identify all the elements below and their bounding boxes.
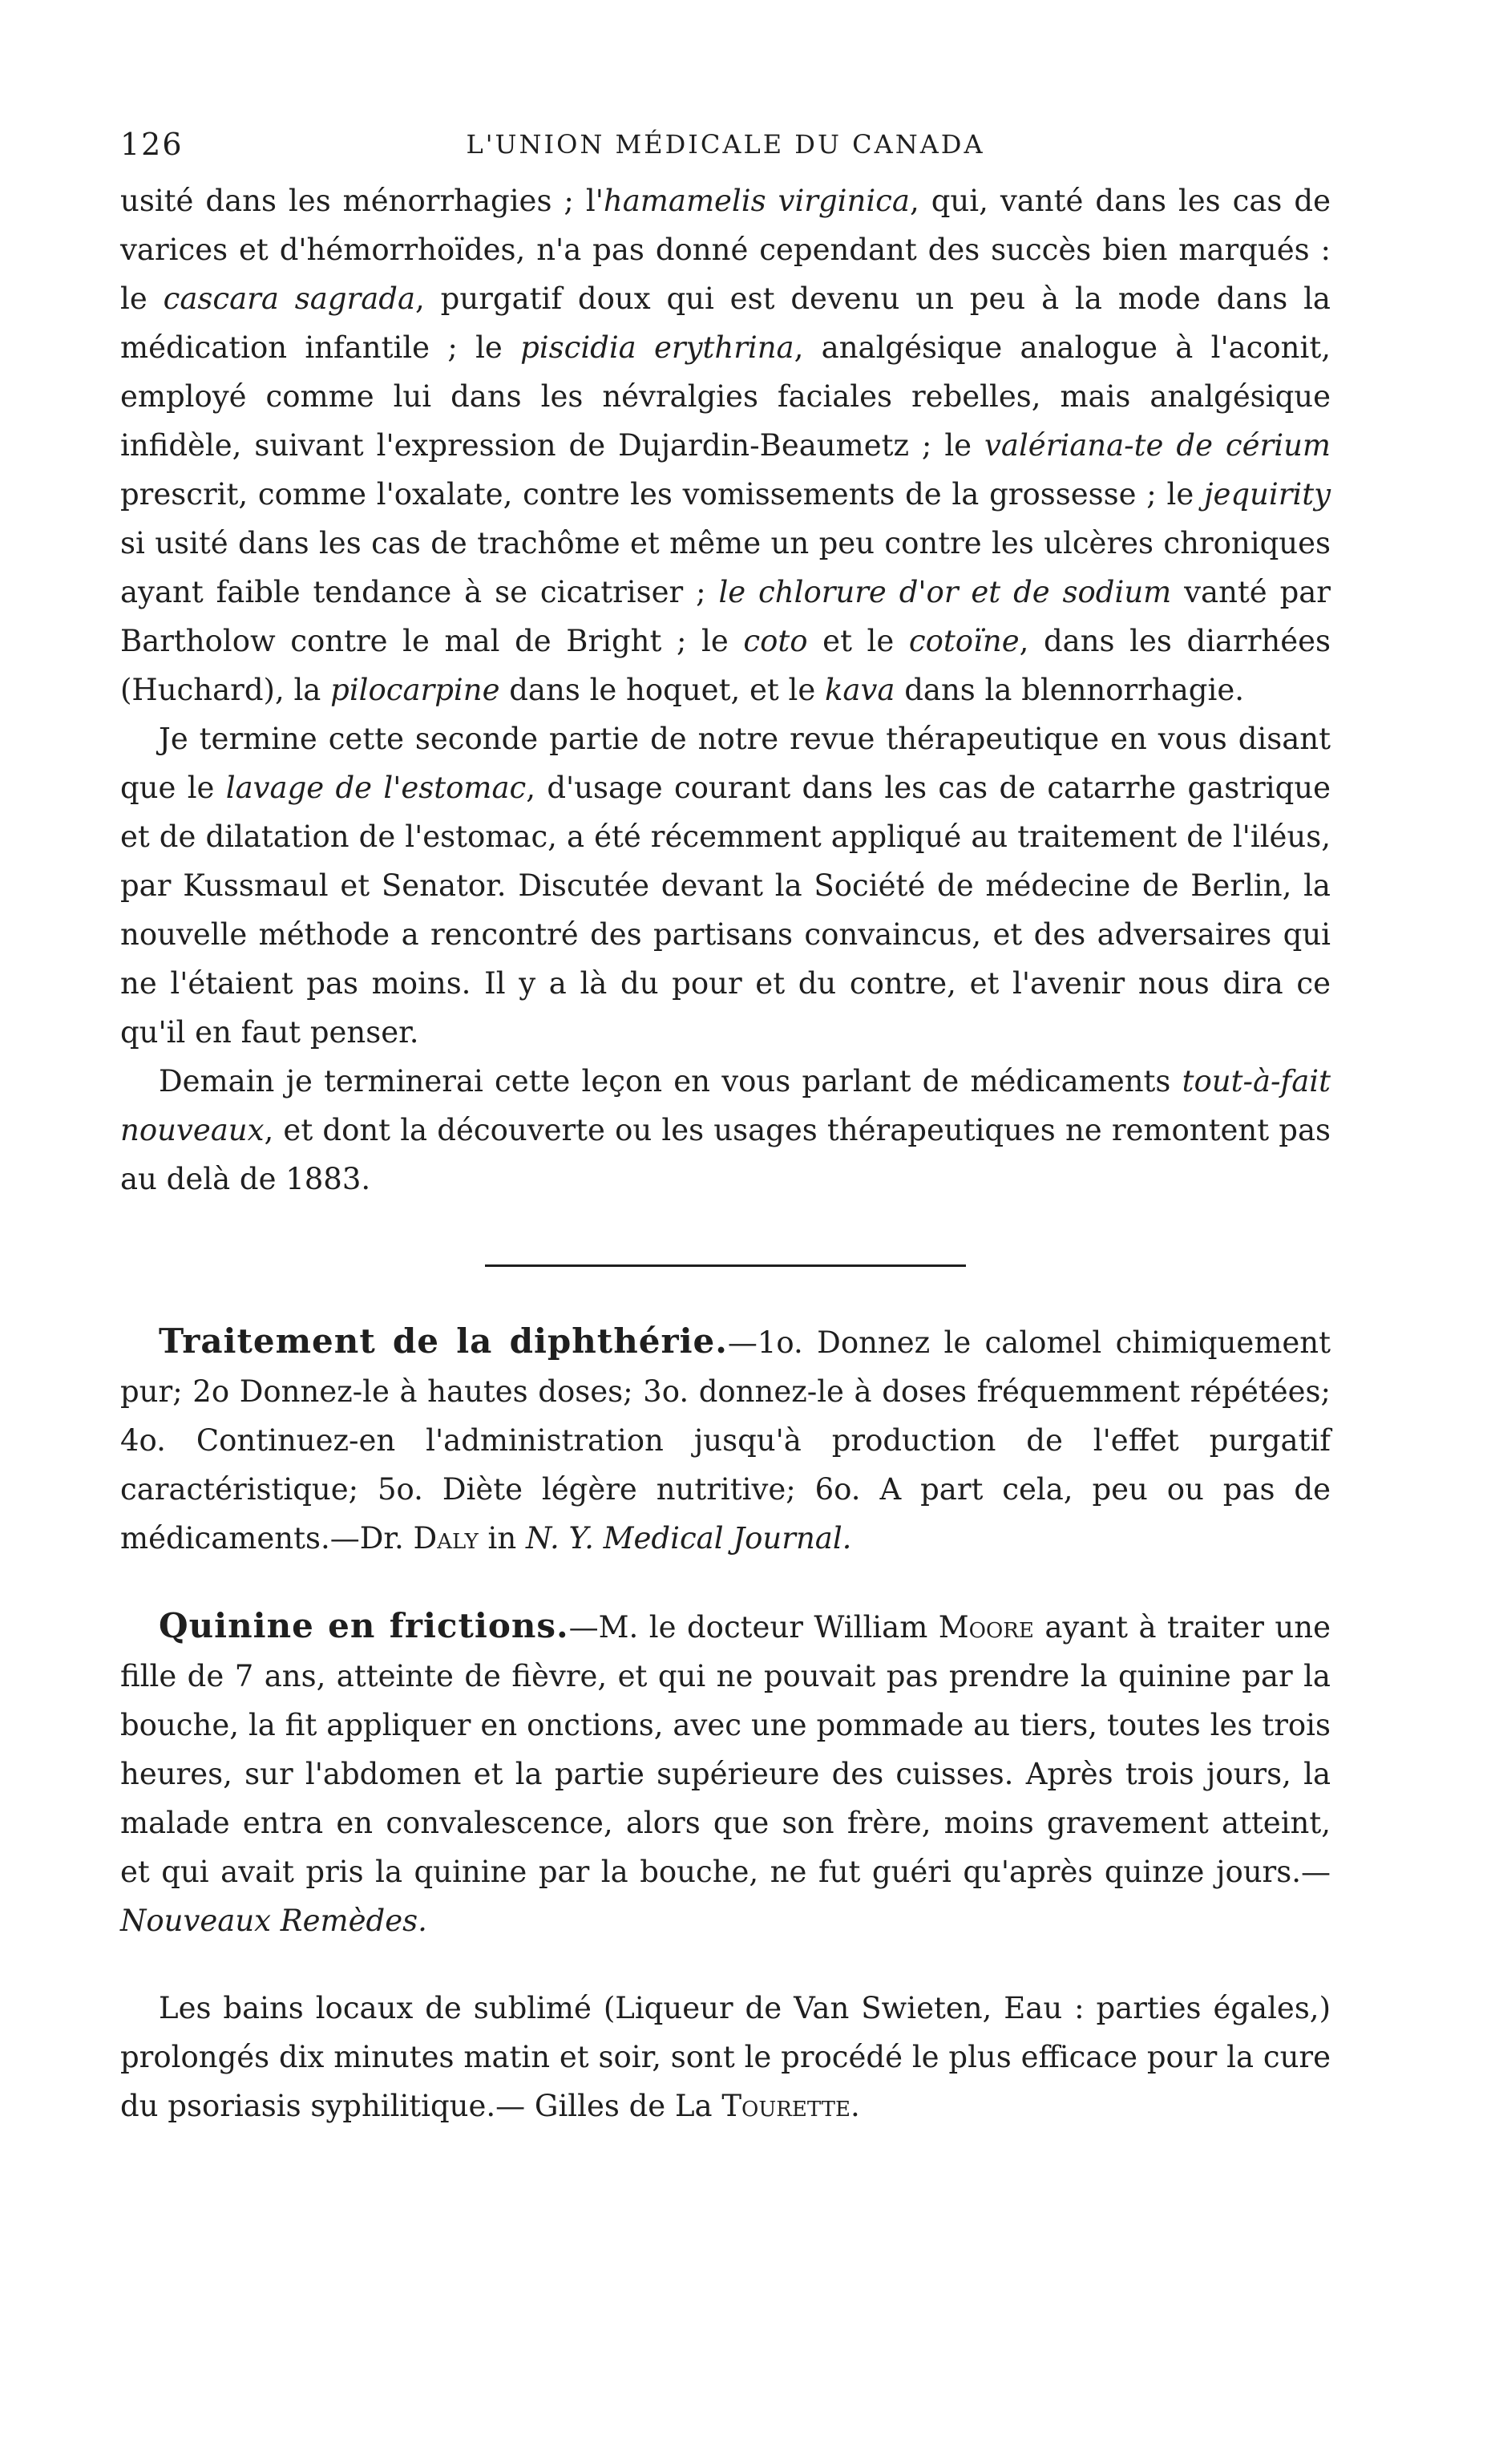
italic-term: piscidia erythrina <box>520 330 794 365</box>
italic-term: lavage de l'estomac <box>225 771 527 805</box>
italic-term: cotoïne <box>908 624 1020 658</box>
article-quinine <box>120 1601 1331 1945</box>
journal-page <box>120 120 1331 2130</box>
italic-term: jequirity <box>1203 477 1331 512</box>
text-run: Les bains locaux de sublimé (Liqueur de Van Swieten, Eau : parties égales,) prolongés dix minutes matin et soir, sont le procédé le plus efficace pour la cure du psoriasis syphilitique.— Gilles de La <box>120 1991 1331 2123</box>
page-number: 126 <box>120 127 184 162</box>
text-run: , analgésique analogue à l'aconit, employé comme lui dans les névralgies faciales rebelles, mais analgésique infidèle, suivant l'expression de Dujardin-Beaumetz ; le <box>120 330 1331 463</box>
text-run: usité dans les ménorrhagies ; l' <box>120 184 604 218</box>
author-name: Tourette <box>721 2089 851 2123</box>
spacer <box>120 1563 1331 1601</box>
italic-term: kava <box>825 673 895 707</box>
source-citation: Nouveaux Remèdes. <box>120 1904 427 1938</box>
spacer <box>120 1945 1331 1984</box>
italic-term: hamamelis virginica <box>603 184 910 218</box>
text-run: et le <box>807 624 909 658</box>
continued-paragraph <box>120 176 1331 714</box>
text-run: —M. le docteur William <box>568 1610 939 1645</box>
text-run: Demain je terminerai cette leçon en vous parlant de médicaments <box>159 1064 1182 1098</box>
text-run: vanté par Bartholow contre le mal de Bright ; le <box>120 575 1331 658</box>
section-divider <box>485 1264 966 1267</box>
text-run: Je termine cette seconde partie de notre revue thérapeutique en vous disant que le <box>120 722 1331 805</box>
text-run: dans le hoquet, et le <box>499 673 825 707</box>
text-run: , dans les diarrhées (Huchard), la <box>120 624 1331 707</box>
text-run: in <box>478 1521 526 1556</box>
italic-term: coto <box>743 624 808 658</box>
journal-title: L'UNION MÉDICALE DU CANADA <box>466 129 985 160</box>
text-run: , et dont la découverte ou les usages thérapeutiques ne remontent pas au delà de 1883. <box>120 1113 1331 1196</box>
author-name: Daly <box>413 1521 479 1556</box>
text-run: , purgatif doux qui est devenu un peu à la mode dans la médication infantile ; le <box>120 281 1331 365</box>
article-heading: Quinine en frictions. <box>159 1606 569 1645</box>
article-sublime <box>120 1984 1331 2130</box>
italic-term: cascara sagrada <box>163 281 416 316</box>
text-run: , qui, vanté dans les cas de varices et d'hémorrhoïdes, n'a pas donné cependant des succès bien marqués : le <box>120 184 1331 316</box>
source-citation: N. Y. Medical Journal. <box>525 1521 852 1556</box>
italic-term: valériana-te de cérium <box>984 428 1331 463</box>
italic-term: le chlorure d'or et de sodium <box>718 575 1172 609</box>
article-heading: Traitement de la diphthérie. <box>159 1321 728 1361</box>
text-run: si usité dans les cas de trachôme et même un peu contre les ulcères chroniques ayant faible tendance à se cicatriser ; <box>120 526 1331 609</box>
paragraph-closing <box>120 1057 1331 1204</box>
text-run: prescrit, comme l'oxalate, contre les vomissements de la grossesse ; le <box>120 477 1204 512</box>
italic-term: tout-à-fait nouveaux <box>120 1064 1331 1147</box>
text-run: , d'usage courant dans les cas de catarrhe gastrique et de dilatation de l'estomac, a été récemment appliqué au traitement de l'iléus, par Kussmaul et Senator. Discutée devant la Société de médecine de Berlin, la nouvelle méthode a rencontré des partisans convaincus, et des adversaires qui ne l'étaient pas moins. Il y a là du pour et du contre, et l'avenir nous dira ce qu'il en faut penser. <box>120 771 1331 1050</box>
running-header <box>120 120 1331 176</box>
article-diphtherie <box>120 1317 1331 1563</box>
paragraph-lavage <box>120 714 1331 1057</box>
text-run: dans la blennorrhagie. <box>895 673 1244 707</box>
text-run: ayant à traiter une fille de 7 ans, atteinte de fièvre, et qui ne pouvait pas prendre la quinine par la bouche, la fit appliquer en onctions, avec une pommade au tiers, toutes les trois heures, sur l'abdomen et la partie supérieure des cuisses. Après trois jours, la malade entra en convalescence, alors que son frère, moins gravement atteint, et qui avait pris la quinine par la bouche, ne fut guéri qu'après quinze jours.— <box>120 1610 1331 1889</box>
text-run: —1o. Donnez le calomel chimiquement pur; 2o Donnez-le à hautes doses; 3o. donnez-le à doses fréquemment répétées; 4o. Continuez-en l'administration jusqu'à production de l'effet purgatif caractéristique; 5o. Diète légère nutritive; 6o. A part cela, peu ou pas de médicaments.—Dr. <box>120 1325 1331 1556</box>
italic-term: pilocarpine <box>330 673 500 707</box>
author-name: Moore <box>938 1610 1034 1645</box>
text-run: . <box>850 2089 860 2123</box>
